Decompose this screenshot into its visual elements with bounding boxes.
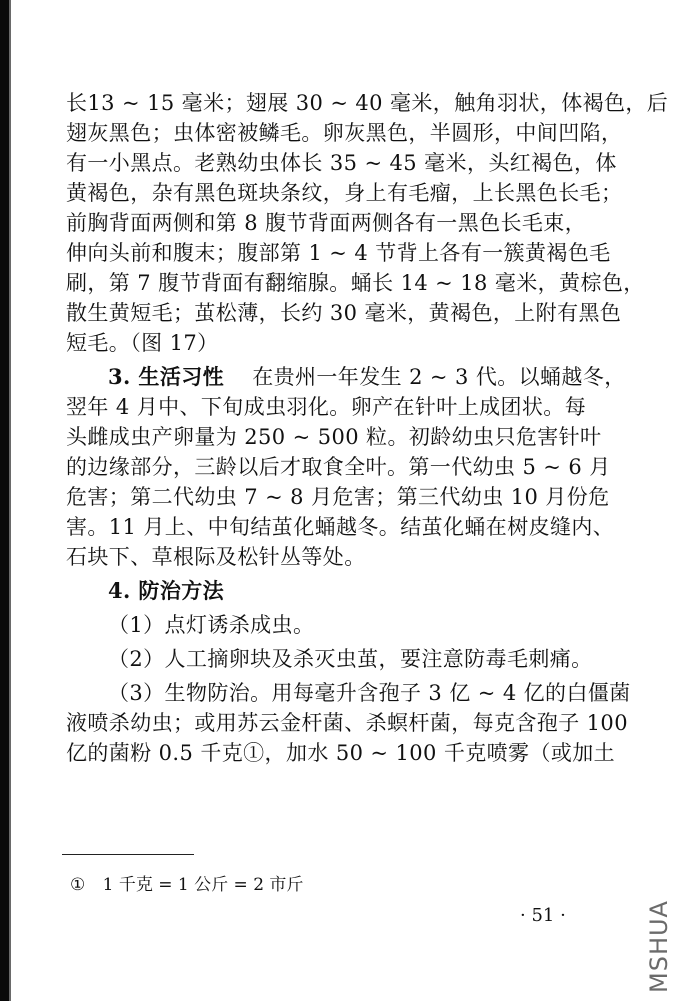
body-line: 前胸背面两侧和第 8 腹节背面两侧各有一黑色长毛束， [66,211,587,235]
watermark: MSHUA [645,900,673,993]
body-line: 短毛。（图 17） [66,331,219,355]
section-3-first-line [66,362,626,392]
control-method-line: 亿的菌粉 0.5 千克①，加水 50 ~ 100 千克喷雾（或加土 [66,741,616,765]
page-text-block [66,88,669,768]
book-binding-edge [0,0,9,1001]
control-method-item: （1）点灯诱杀成虫。 [108,613,315,637]
body-line: 有一小黑点。老熟幼虫体长 35 ~ 45 毫米，头红褐色，体 [66,151,617,175]
control-method-line: 液喷杀幼虫；或用苏云金杆菌、杀螟杆菌，每克含孢子 100 [66,711,628,735]
page-number: · 51 · [520,905,566,926]
section-3-line: 害。11 月上、中旬结茧化蛹越冬。结茧化蛹在树皮缝内、 [66,515,615,539]
body-line: 伸向头前和腹末；腹部第 1 ~ 4 节背上各有一簇黄褐色毛 [66,241,611,265]
control-method-item: （3）生物防治。用每毫升含孢子 3 亿 ~ 4 亿的白僵菌 [108,681,631,705]
footnote-text: 1 千克 = 1 公斤 = 2 市斤 [102,875,304,895]
body-line: 散生黄短毛；茧松薄，长约 30 毫米，黄褐色，上附有黑色 [66,301,622,325]
footnote [70,873,303,897]
section-3-line: 石块下、草根际及松针丛等处。 [66,545,366,569]
section-3-line: 头雌成虫产卵量为 250 ~ 500 粒。初龄幼虫只危害针叶 [66,425,602,449]
section-3-heading: 3. 生活习性 [108,364,225,389]
control-method-item: （2）人工摘卵块及杀灭虫茧，要注意防毒毛刺痛。 [108,647,593,671]
footnote-divider [62,854,194,855]
body-line: 刷，第 7 腹节背面有翻缩腺。蛹长 14 ~ 18 毫米，黄棕色， [66,271,645,295]
section-3-line: 翌年 4 月中、下旬成虫羽化。卵产在针叶上成团状。每 [66,395,587,419]
body-line: 长13 ~ 15 毫米；翅展 30 ~ 40 毫米，触角羽状，体褐色，后 [66,91,669,115]
body-line: 黄褐色，杂有黑色斑块条纹，身上有毛瘤，上长黑色长毛； [66,181,623,205]
footnote-marker: ① [70,875,86,895]
section-3-text: 在贵州一年发生 2 ~ 3 代。以蛹越冬， [252,365,626,389]
section-3-line: 的边缘部分，三龄以后才取食全叶。第一代幼虫 5 ~ 6 月 [66,455,611,479]
book-binding-shadow [9,0,11,1001]
body-line: 翅灰黑色；虫体密被鳞毛。卵灰黑色，半圆形，中间凹陷， [66,121,623,145]
section-4-heading: 4. 防治方法 [108,578,225,603]
section-3-line: 危害；第二代幼虫 7 ~ 8 月危害；第三代幼虫 10 月份危 [66,485,610,509]
